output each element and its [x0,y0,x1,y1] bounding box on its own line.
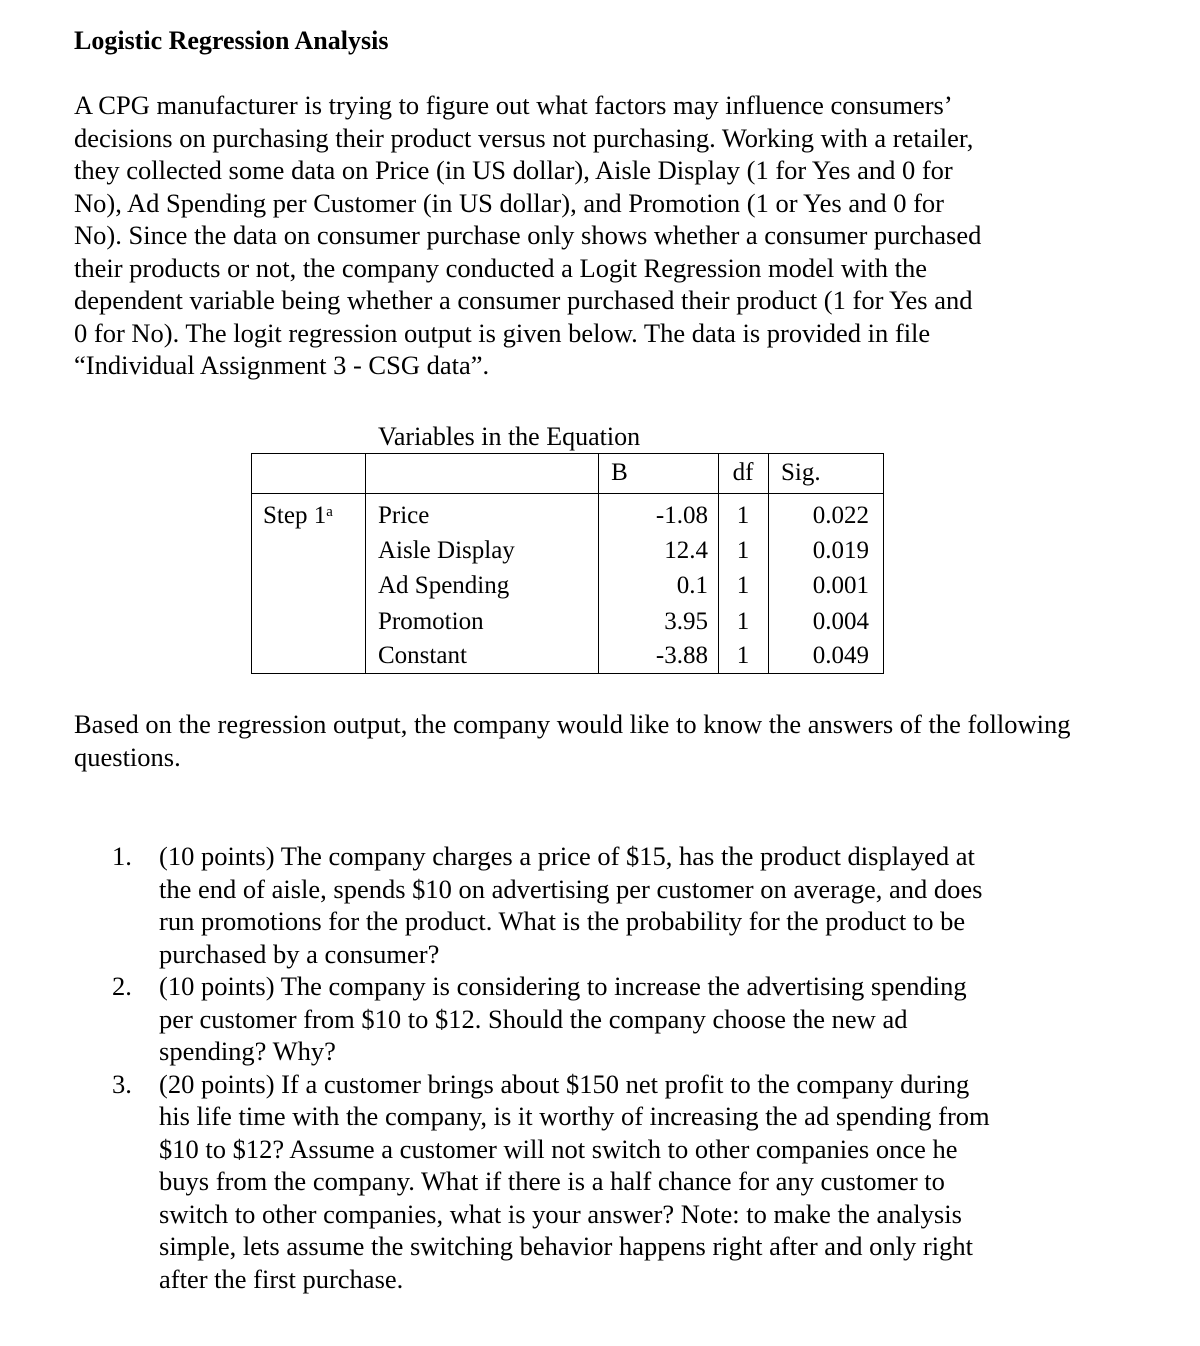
intro-line: their products or not, the company conducted a Logit Regression model with the [74,252,927,283]
variable-name: Aisle Display [378,537,515,564]
question-line: spending? Why? [159,1036,336,1066]
coef-b: -3.88 [655,642,708,669]
question-line: simple, lets assume the switching behavior happens right after and only right [159,1231,973,1261]
question-line: the end of aisle, spends $10 on advertising per customer on average, and does [159,873,983,904]
document-title: Logistic Regression Analysis [74,26,389,55]
question-line: his life time with the company, is it worthy of increasing the ad spending from [159,1101,990,1131]
header-sig: Sig. [781,459,821,486]
variable-name: Constant [378,642,467,669]
coef-sig: 0.004 [812,608,869,635]
question-list [112,840,1112,1295]
header-b: B [611,459,628,486]
question-line: buys from the company. What if there is a half chance for any customer to [159,1166,945,1196]
intro-line: dependent variable being whether a consumer purchased their product (1 for Yes and [74,285,973,315]
coef-df: 1 [736,502,750,529]
table-border-right [883,453,884,674]
table-header-divider [251,493,884,494]
variable-name: Price [378,502,430,529]
coef-df: 1 [736,537,750,564]
table-col-divider [365,453,366,674]
step-label: Step 1ᵃ [263,502,334,529]
coef-b: 12.4 [664,537,708,564]
intro-line: A CPG manufacturer is trying to figure out what factors may influence consumers’ [74,90,953,120]
coef-b: 0.1 [676,572,708,599]
question-line: (10 points) The company charges a price of $15, has the product displayed at [159,841,975,871]
variable-name: Ad Spending [378,572,510,599]
intro-line: No), Ad Spending per Customer (in US dollar), and Promotion (1 or Yes and 0 for [74,187,945,218]
question-number: 3. [112,1068,132,1099]
questions-intro [74,708,1174,773]
regression-table [251,453,884,674]
question-line: purchased by a consumer? [159,938,440,969]
coef-sig: 0.022 [812,502,869,529]
coef-sig: 0.049 [812,642,869,669]
coef-b: 3.95 [664,608,708,635]
question-item [112,1068,1112,1296]
question-line: per customer from $10 to $12. Should the company choose the new ad [159,1003,908,1034]
table-border-bottom [251,673,884,674]
intro-line: “Individual Assignment 3 - CSG data”. [74,350,490,380]
coef-sig: 0.001 [812,572,869,599]
coef-df: 1 [736,608,750,635]
question-line: $10 to $12? Assume a customer will not switch to other companies once he [159,1133,958,1164]
intro-line: decisions on purchasing their product versus not purchasing. Working with a retailer, [74,122,974,153]
coef-b: -1.08 [655,502,708,529]
intro-line: they collected some data on Price (in US dollar), Aisle Display (1 for Yes and 0 for [74,155,953,185]
question-line: after the first purchase. [159,1263,404,1294]
variable-name: Promotion [378,608,484,635]
table-border-top [251,453,884,454]
coef-df: 1 [736,642,750,669]
question-line: (10 points) The company is considering to increase the advertising spending [159,971,967,1001]
question-line: (20 points) If a customer brings about $150 net profit to the company during [159,1068,970,1099]
question-line: run promotions for the product. What is the probability for the product to be [159,906,966,936]
question-line: switch to other companies, what is your answer? Note: to make the analysis [159,1198,962,1229]
question-number: 2. [112,971,132,1001]
header-df: df [732,459,754,486]
question-number: 1. [112,841,132,871]
table-border-left [251,453,252,674]
question-item [112,970,1112,1068]
coef-df: 1 [736,572,750,599]
intro-line: No). Since the data on consumer purchase only shows whether a consumer purchased [74,220,982,250]
table-caption: Variables in the Equation [378,422,641,451]
questions-intro-line: questions. [74,741,181,772]
coef-sig: 0.019 [812,537,869,564]
intro-line: 0 for No). The logit regression output is given below. The data is provided in file [74,317,931,348]
intro-paragraph [74,89,1074,382]
questions-intro-line: Based on the regression output, the company would like to know the answers of the following [74,709,1071,739]
question-item [112,840,1112,970]
